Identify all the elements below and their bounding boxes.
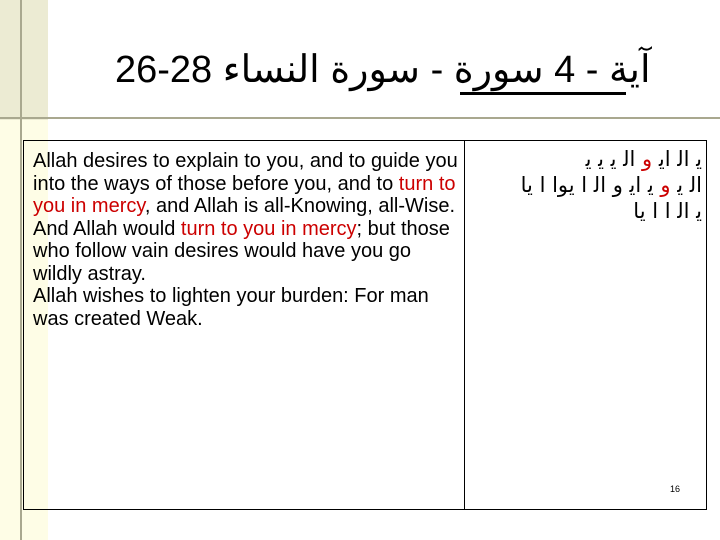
ayah-range: 26-28	[115, 49, 213, 91]
arabic-l1b: ﺍﻳ	[652, 147, 678, 171]
vertical-rule	[20, 0, 22, 540]
english-translation	[33, 150, 461, 330]
horizontal-rule	[0, 117, 720, 119]
english-text-3: And Allah would	[33, 217, 181, 240]
title-sep-2: -	[420, 49, 454, 91]
arabic-l2c: ﻳ ﺍﻳ ﻭ ﺍﻟ ﺍ ﻳﻮﺍ ﺍ ﻳﺎ	[520, 173, 661, 197]
arabic-l2b: ﻭ	[660, 173, 671, 197]
left-band-upper	[0, 0, 48, 120]
arabic-line-1	[472, 146, 702, 172]
title-underline	[460, 92, 626, 95]
english-text-4: ; but those who follow vain desires would have you go wildly astray.	[33, 217, 450, 285]
arabic-text	[472, 146, 702, 224]
arabic-line-2	[472, 172, 702, 198]
english-text-1: Allah desires to explain to you, and to guide you into the ways of those before you, and to	[33, 150, 458, 195]
arabic-l1a: ﻳ ﺍﻟ	[677, 147, 702, 171]
ayah-word: آية	[609, 49, 651, 91]
english-highlight-1: turn to you in mercy	[33, 172, 456, 217]
arabic-line-3: ﻳ ﺍﻟ ﺍ ﺍ ﻳﺎ	[633, 199, 702, 223]
title-sep-1: -	[575, 49, 610, 91]
english-highlight-2: turn to you in mercy	[180, 217, 357, 240]
surah-number: 4	[554, 49, 576, 91]
english-text-2: , and Allah is all-Knowing, all-Wise.	[144, 195, 456, 217]
page-number: 16	[670, 484, 681, 494]
arabic-l2a: ﺍﻟ ﻳ	[670, 173, 702, 197]
table-divider	[464, 140, 465, 509]
slide-title	[115, 40, 675, 100]
arabic-l1d: ﺍﻟ ﻳ ﻳ ﻳ	[585, 147, 643, 171]
surah-word: سورة	[453, 49, 544, 91]
surah-name: سورة النساء	[222, 49, 421, 91]
arabic-l1c: ﻭ	[642, 147, 653, 171]
english-text-5: Allah wishes to lighten your burden: For man was created Weak.	[33, 285, 429, 330]
